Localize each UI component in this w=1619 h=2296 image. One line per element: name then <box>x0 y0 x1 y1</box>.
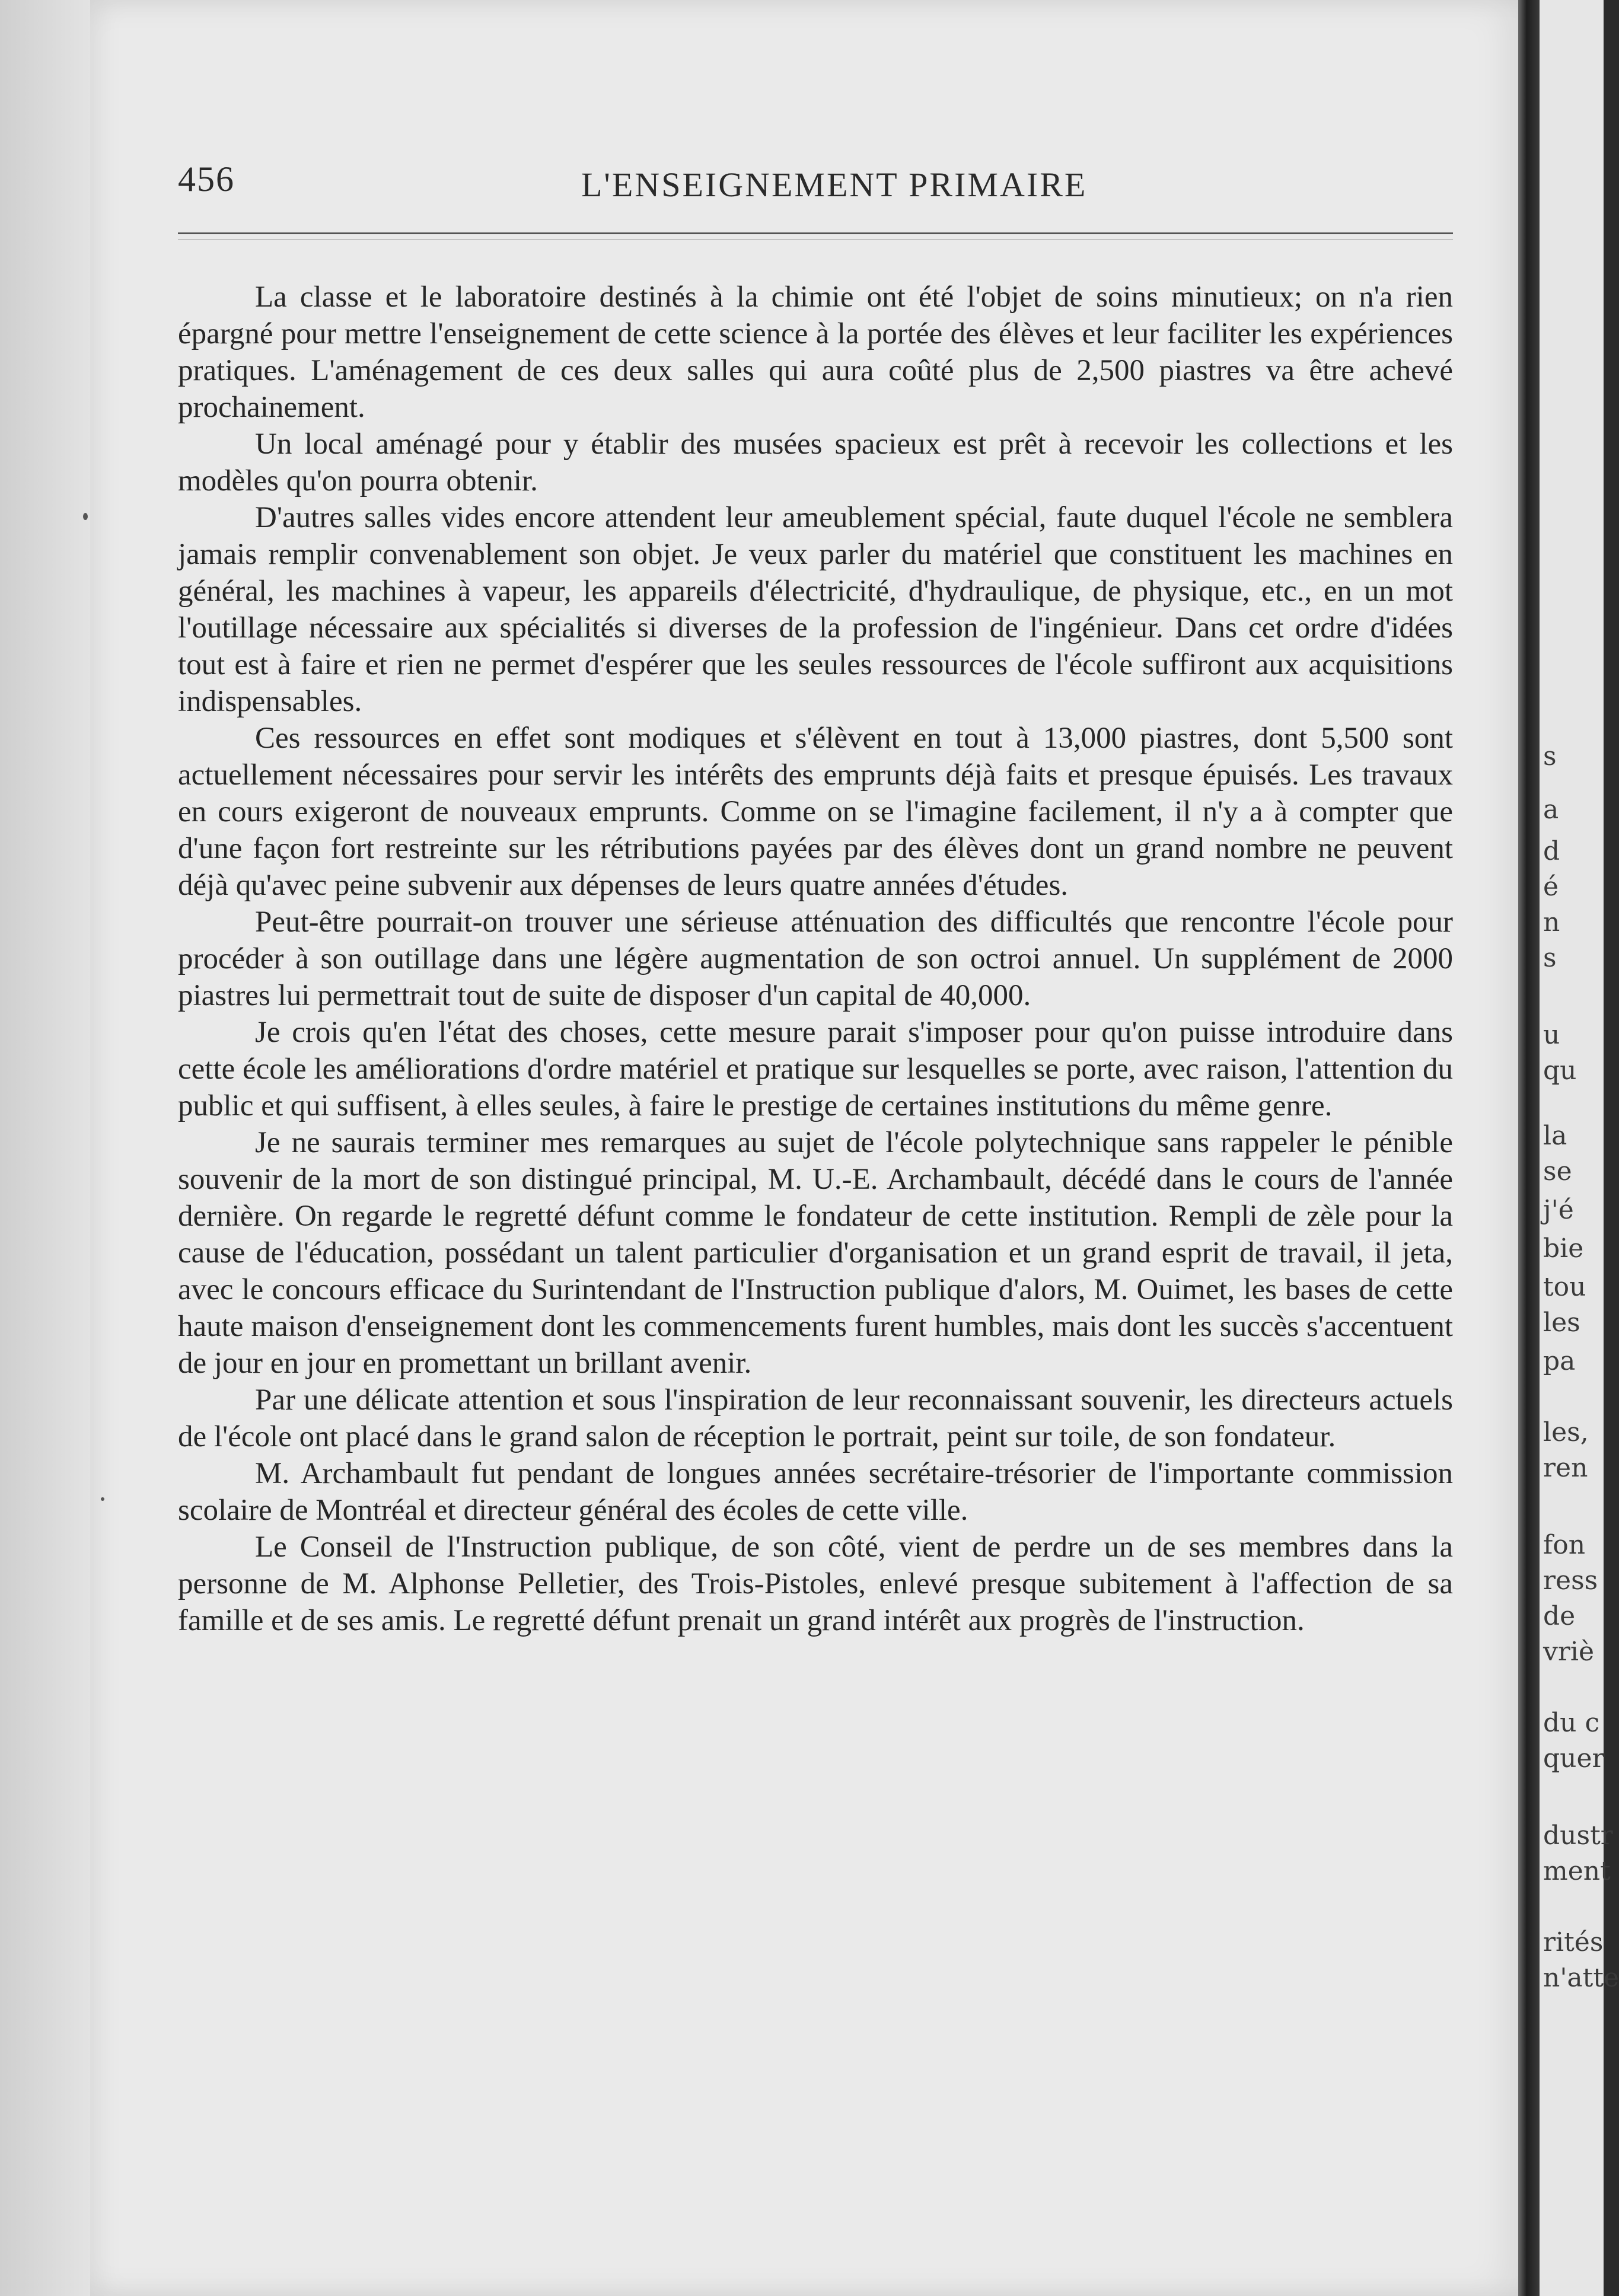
ink-speck <box>101 1497 104 1501</box>
paragraph: Le Conseil de l'Instruction publique, de son côté, vient de perdre un de ses membres dans la personne de M. Alphonse Pelletier, des Trois-Pistoles, enlevé presque subitement à l'affection de sa famille et de ses amis. Le regretté défunt prenait un grand intérêt aux progrès de l'instruction. <box>178 1530 1453 1637</box>
facing-page-fragment: se <box>1543 1156 1572 1187</box>
facing-page-fragment: d <box>1543 836 1560 866</box>
facing-page-fragment: é <box>1543 872 1559 902</box>
facing-page-fragment: rités <box>1543 1927 1604 1957</box>
facing-page-fragment: ren <box>1543 1453 1588 1483</box>
facing-page-fragment: qu <box>1543 1055 1577 1086</box>
facing-page-fragment: dustr <box>1543 1820 1613 1851</box>
ink-speck <box>83 513 88 520</box>
paragraph: M. Archambault fut pendant de longues années secrétaire-trésorier de l'importante commission scolaire de Montréal et directeur général des écoles de cette ville. <box>178 1457 1453 1527</box>
left-margin-edge <box>0 0 90 2296</box>
facing-page-fragment: n <box>1543 907 1560 937</box>
facing-page-fragment: bie <box>1543 1233 1584 1264</box>
book-gutter <box>1518 0 1540 2296</box>
facing-page-fragment: a <box>1543 795 1559 825</box>
paragraph: La classe et le laboratoire destinés à la chimie ont été l'objet de soins minutieux; on n'a rien épargné pour mettre l'enseignement de cette science à la portée des élèves et leur faciliter les expériences pratiques. L'aménagement de ces deux salles qui aura coûté plus de 2,500 piastres va être achevé prochainement. <box>178 280 1453 424</box>
paragraph: Je ne saurais terminer mes remarques au sujet de l'école polytechnique sans rappeler le pénible souvenir de la mort de son distingué principal, M. U.-E. Archambault, décédé dans le cours de l'année dernière. On regarde le regretté défunt comme le fondateur de cette institution. Rempli de zèle pour la cause de l'éducation, possédant un talent particulier d'organisation et un grand esprit de travail, il jeta, avec le concours efficace du Surintendant de l'Instruction publique d'alors, M. Ouimet, les bases de cette haute maison d'enseignement dont les commencements furent humbles, mais dont les succès s'accentuent de jour en jour en promettant un brillant avenir. <box>178 1126 1453 1380</box>
facing-page-fragment: tou <box>1543 1272 1586 1302</box>
facing-page-fragment: n'atte <box>1543 1963 1619 1993</box>
facing-page-fragment: pa <box>1543 1346 1576 1376</box>
facing-page-fragment: vriè <box>1543 1637 1595 1667</box>
paragraph: D'autres salles vides encore attendent leur ameublement spécial, faute duquel l'école ne semblera jamais remplir convenablement son objet. Je veux parler du matériel que constituent les machines en général, les machines à vapeur, les appareils d'électricité, d'hydraulique, de physique, etc., en un mot l'outillage nécessaire aux spécialités si diverses de la profession de l'ingénieur. Dans cet ordre d'idées tout est à faire et rien ne permet d'espérer que les seules ressources de l'école suffiront aux acquisitions indispensables. <box>178 501 1453 718</box>
facing-page-fragment: de <box>1543 1601 1576 1631</box>
paragraph: Je crois qu'en l'état des choses, cette mesure parait s'imposer pour qu'on puisse introduire dans cette école les améliorations d'ordre matériel et pratique sur lesquelles se porte, avec raison, l'attention du public et qui suffisent, à elles seules, à faire le prestige de certaines institutions du même genre. <box>178 1016 1453 1123</box>
facing-page-fragment: du c <box>1543 1708 1600 1738</box>
page-header <box>178 159 1459 212</box>
facing-page-fragment: s <box>1543 741 1557 771</box>
facing-page-fragment: quer <box>1543 1743 1605 1774</box>
facing-page-edge <box>1540 0 1619 2296</box>
paragraph: Peut-être pourrait-on trouver une sérieuse atténuation des difficultés que rencontre l'école pour procéder à son outillage dans une légère augmentation de son octroi annuel. Un supplément de 2000 piastres lui permettrait tout de suite de disposer d'un capital de 40,000. <box>178 905 1453 1012</box>
running-title: L'ENSEIGNEMENT PRIMAIRE <box>581 165 1088 204</box>
body-text <box>178 279 1453 1639</box>
header-rule <box>178 232 1453 234</box>
paragraph: Par une délicate attention et sous l'inspiration de leur reconnaissant souvenir, les directeurs actuels de l'école ont placé dans le grand salon de réception le portrait, peint sur toile, de son fondateur. <box>178 1383 1453 1453</box>
facing-page-fragment: ress <box>1543 1565 1598 1596</box>
facing-page-fragment: la <box>1543 1121 1567 1151</box>
facing-page-fragment: les <box>1543 1308 1580 1338</box>
page-number: 456 <box>178 160 235 199</box>
facing-page-fragment: s <box>1543 943 1557 973</box>
facing-page-fragment: ment <box>1543 1856 1611 1886</box>
paragraph: Ces ressources en effet sont modiques et s'élèvent en tout à 13,000 piastres, dont 5,500 sont actuellement nécessaires pour servir les intérêts des emprunts déjà faits et presque épuisés. Les travaux en cours exigeront de nouveaux emprunts. Comme on se l'imagine facilement, il n'y a à compter que d'une façon fort restreinte sur les rétributions payées par des élèves dont un grand nombre ne peuvent déjà qu'avec peine subvenir aux dépenses de leurs quatre années d'études. <box>178 722 1453 902</box>
facing-page-fragment: les, <box>1543 1417 1589 1447</box>
paragraph: Un local aménagé pour y établir des musées spacieux est prêt à recevoir les collections et les modèles qu'on pourra obtenir. <box>178 428 1453 498</box>
facing-page-fragment: u <box>1543 1020 1560 1050</box>
facing-page-fragment: j'é <box>1543 1195 1574 1225</box>
facing-page-fragment: fon <box>1543 1530 1586 1560</box>
